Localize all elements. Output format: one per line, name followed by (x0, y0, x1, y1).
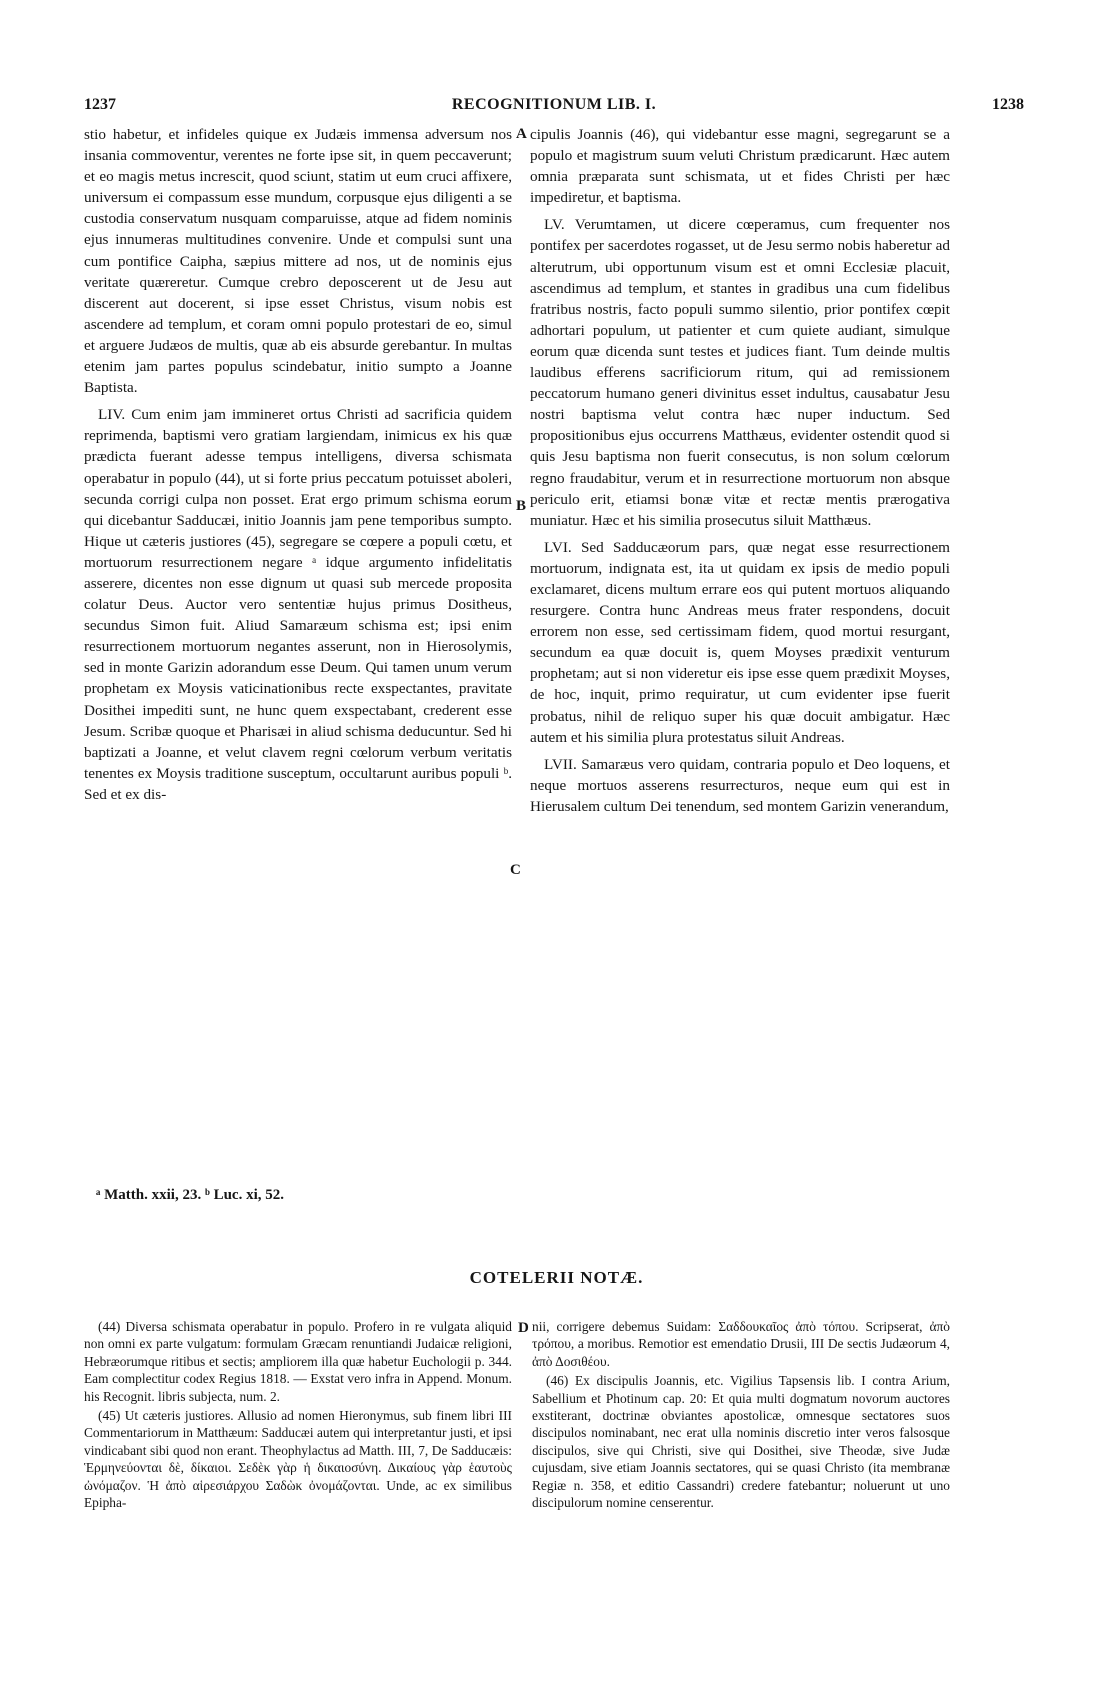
paragraph-liv: LIV. Cum enim jam immineret ortus Christi ad sacrificia quidem reprimenda, baptismi vero gratiam largiendam, inimicus ex his quæ prædicta fuerant adesse tempus intelligens, diversa schismata operabatur in populo (44), ut si forte prius peccatum potuisset aboleri, secunda corrigi culpa non posset. Erat ergo primum schisma eorum qui dicebantur Sadducæi, initio Joannis jam pene temporibus sumpto. Hique ut cæteris justiores (45), segregare se cœpere a populi cœtu, et mortuorum resurrectionem negare ᵃ idque argumento infidelitatis asserere, dicentes non esse dignum ut quasi sub mercede proposita colatur Deus. Auctor vero sententiæ hujus primus Dositheus, secundus Simon fuit. Aliud Samaræum schisma est; ipsi enim resurrectionem mortuorum negantes asserunt, non in Hierosolymis, sed in monte Garizin adorandum esse Deum. Qui tamen unum verum prophetam ex Moysis vaticinationibus recte exspectantes, pravitate Dosithei impediti sunt, ne hunc quem exspectabant, crederent esse Jesum. Scribæ quoque et Pharisæi in aliud schisma deducuntur. Sed hi baptizati a Joanne, et velut clavem regni cœlorum verbum veritatis tenentes ex Moysis traditione susceptum, occultarunt auribus populi ᵇ. Sed et ex dis- (84, 406, 512, 803)
note-44: (44) Diversa schismata operabatur in populo. Profero in re vulgata aliquid non omni ex parte vulgatum: formulam Græcam renuntiandi Judaicæ religioni, Hebræorumque ritibus et sectis; ampliorem illa quæ habetur Euchologii p. 344. Eam complectitur codex Regius 1818. — Exstat vero infra in Append. Monum. his Recognit. libris subjecta, num. 2. (84, 1319, 512, 1404)
margin-letter-b: B (516, 498, 527, 514)
note-continued: nii, corrigere debemus Suidam: Σαδδουκαῖος ἀπὸ τόπου. Scripserat, ἀπὸ τρόπου, a moribus. Remotior est emendatio Drusii, III De sectis Judæorum 4, ἀπὸ Δοσιθέου. (532, 1319, 950, 1369)
running-header (84, 96, 1024, 120)
main-text-left-column (84, 124, 512, 811)
left-page-number: 1237 (84, 96, 116, 113)
paragraph-continued: cipulis Joannis (46), qui videbantur esse magni, segregarunt se a populo et magistrum suum veluti Christum prædicarunt. Hæc autem omnia præparata sunt schismata, ut et fides Christi per hæc impediretur, et baptisma. (530, 126, 950, 207)
paragraph-lvii: LVII. Samaræus vero quidam, contraria populo et Deo loquens, et neque mortuos asserens resurrecturos, neque eum qui est in Hierusalem cultum Dei tenendum, sed montem Garizin venerandum, (530, 755, 950, 815)
notes-left-column (84, 1318, 512, 1513)
paragraph-lvi: LVI. Sed Sadducæorum pars, quæ negat esse resurrectionem mortuorum, indignata est, ita ut quidam ex ipsis de medio populi exclamaret, dicens multum errare eos qui putent mortuos aliquando resurgere. Contra hunc Andreas meus frater respondens, docuit errorem non esse, sed certissimam fidem, quod mortui resurgant, secundum ea quæ docuit is, quem Moyses prædixit venturum prophetam; aut si non videretur eis ipse esse quem prædixit Moyses, de hoc, inquit, primo requiratur, ut cum evidenter ipse fuerit probatus, nihil de reliquo super his quæ docuit ambigatur. Hæc autem et his similia plura protestatus siluit Andreas. (530, 538, 950, 746)
note-46: (46) Ex discipulis Joannis, etc. Vigilius Tapsensis lib. I contra Arium, Sabellium et Photinum cap. 20: Et quia multi dogmatum novorum auctores exstiterant, doctrinæ obviantes apostolicæ, omnesque sectatores suos discipulos nominabant, nec erat ulla nominis discretio inter veros falsosque discipulos, sive qui Christi, sive qui Dosithei, sive Theodæ, sive Judæ cujusdam, sive etiam Joannis sectatores, qui se quasi Christo (ita membranæ Regiæ n. 358, et editio Cassandri) credere fatebantur; noluerunt ut uno discipulorum nomine censerentur. (532, 1373, 950, 1511)
running-title: RECOGNITIONUM LIB. I. (451, 96, 657, 113)
paragraph-lv: LV. Verumtamen, ut dicere cœperamus, cum frequenter nos pontifex per sacerdotes rogasset, ut de Jesu sermo nobis haberetur ad alterutrum, ubi opportunum visum est et omni Ecclesiæ placuit, ascendimus ad templum, et stantes in gradibus una cum fidelibus fratribus nostris, facto populi summo silentio, prior pontifex cœpit adhortari populum, ut patienter et cum quiete audiant, simulque eorum quæ dicenda sunt testes et judices fiant. Tum deinde multis laudibus efferens sacrificiorum ritum, qui ad remissionem peccatorum humano generi divinitus esset indultus, causabatur Jesu nostri baptisma velut contra hæc nuper inductum. Sed propositionibus ejus occurrens Matthæus, evidenter ostendit quod si quis Jesu baptisma non fuerit consecutus, is non solum cœlorum regno fraudabitur, verum et in resurrectione mortuorum non absque periculo erit, etiamsi bonæ vitæ et rectæ mentis prærogativa muniatur. Hæc et his similia prosecutus siluit Matthæus. (530, 216, 950, 529)
notes-heading: COTELERII NOTÆ. (469, 1268, 644, 1287)
notes-right-column (532, 1318, 950, 1513)
margin-letter-a: A (516, 126, 527, 142)
paragraph-continued: stio habetur, et infideles quique ex Judæis immensa adversum nos insania commoventur, verentes ne forte ipse sit, in quem peccaverunt; et eo magis metus increscit, quod sciunt, statim ut eum cruci affixere, universum ei compassum esse mundum, corpusque ejus diligenti a se custodia conservatum nusquam comparuisse, atque ad fidem nominis ejus innumeras multitudines convenire. Unde et compulsi sunt una cum pontifice Caipha, sæpius mittere ad nos, ut de nominis ejus veritate quæreretur. Cumque crebro deposcerent ut de Jesu aut discerent aut docerent, si ipse esset Christus, visum nobis est ascendere ad templum, et coram omni populo protestari de eo, simul et arguere Judæos de multis, quæ ab eis absurde gerebantur. In multas etenim jam partes populus scindebatur, initio sumpto a Joanne Baptista. (84, 126, 512, 397)
scripture-footnote: ᵃ Matth. xxii, 23. ᵇ Luc. xi, 52. (96, 1187, 284, 1203)
main-text-right-column (530, 124, 950, 823)
margin-letter-c: C (510, 862, 521, 878)
right-page-number: 1238 (992, 96, 1024, 113)
note-45: (45) Ut cæteris justiores. Allusio ad nomen Hieronymus, sub finem libri III Commentariorum in Matthæum: Sadducæi autem qui interpretantur justi, et ipsi vindicabant sibi quod non erant. Theophylactus ad Matth. III, 7, De Sadducæis: Ἑρμηνεύονται δὲ, δίκαιοι. Σεδὲκ γὰρ ἡ δικαιοσύνη. Δικαίους γὰρ ἑαυτοὺς ὠνόμαζον. Ἡ ἀπὸ αἱρεσιάρχου Σαδὼκ ὀνομάζονται. Unde, ac ex similibus Epipha- (84, 1408, 512, 1511)
margin-letter-d: D (518, 1320, 529, 1336)
